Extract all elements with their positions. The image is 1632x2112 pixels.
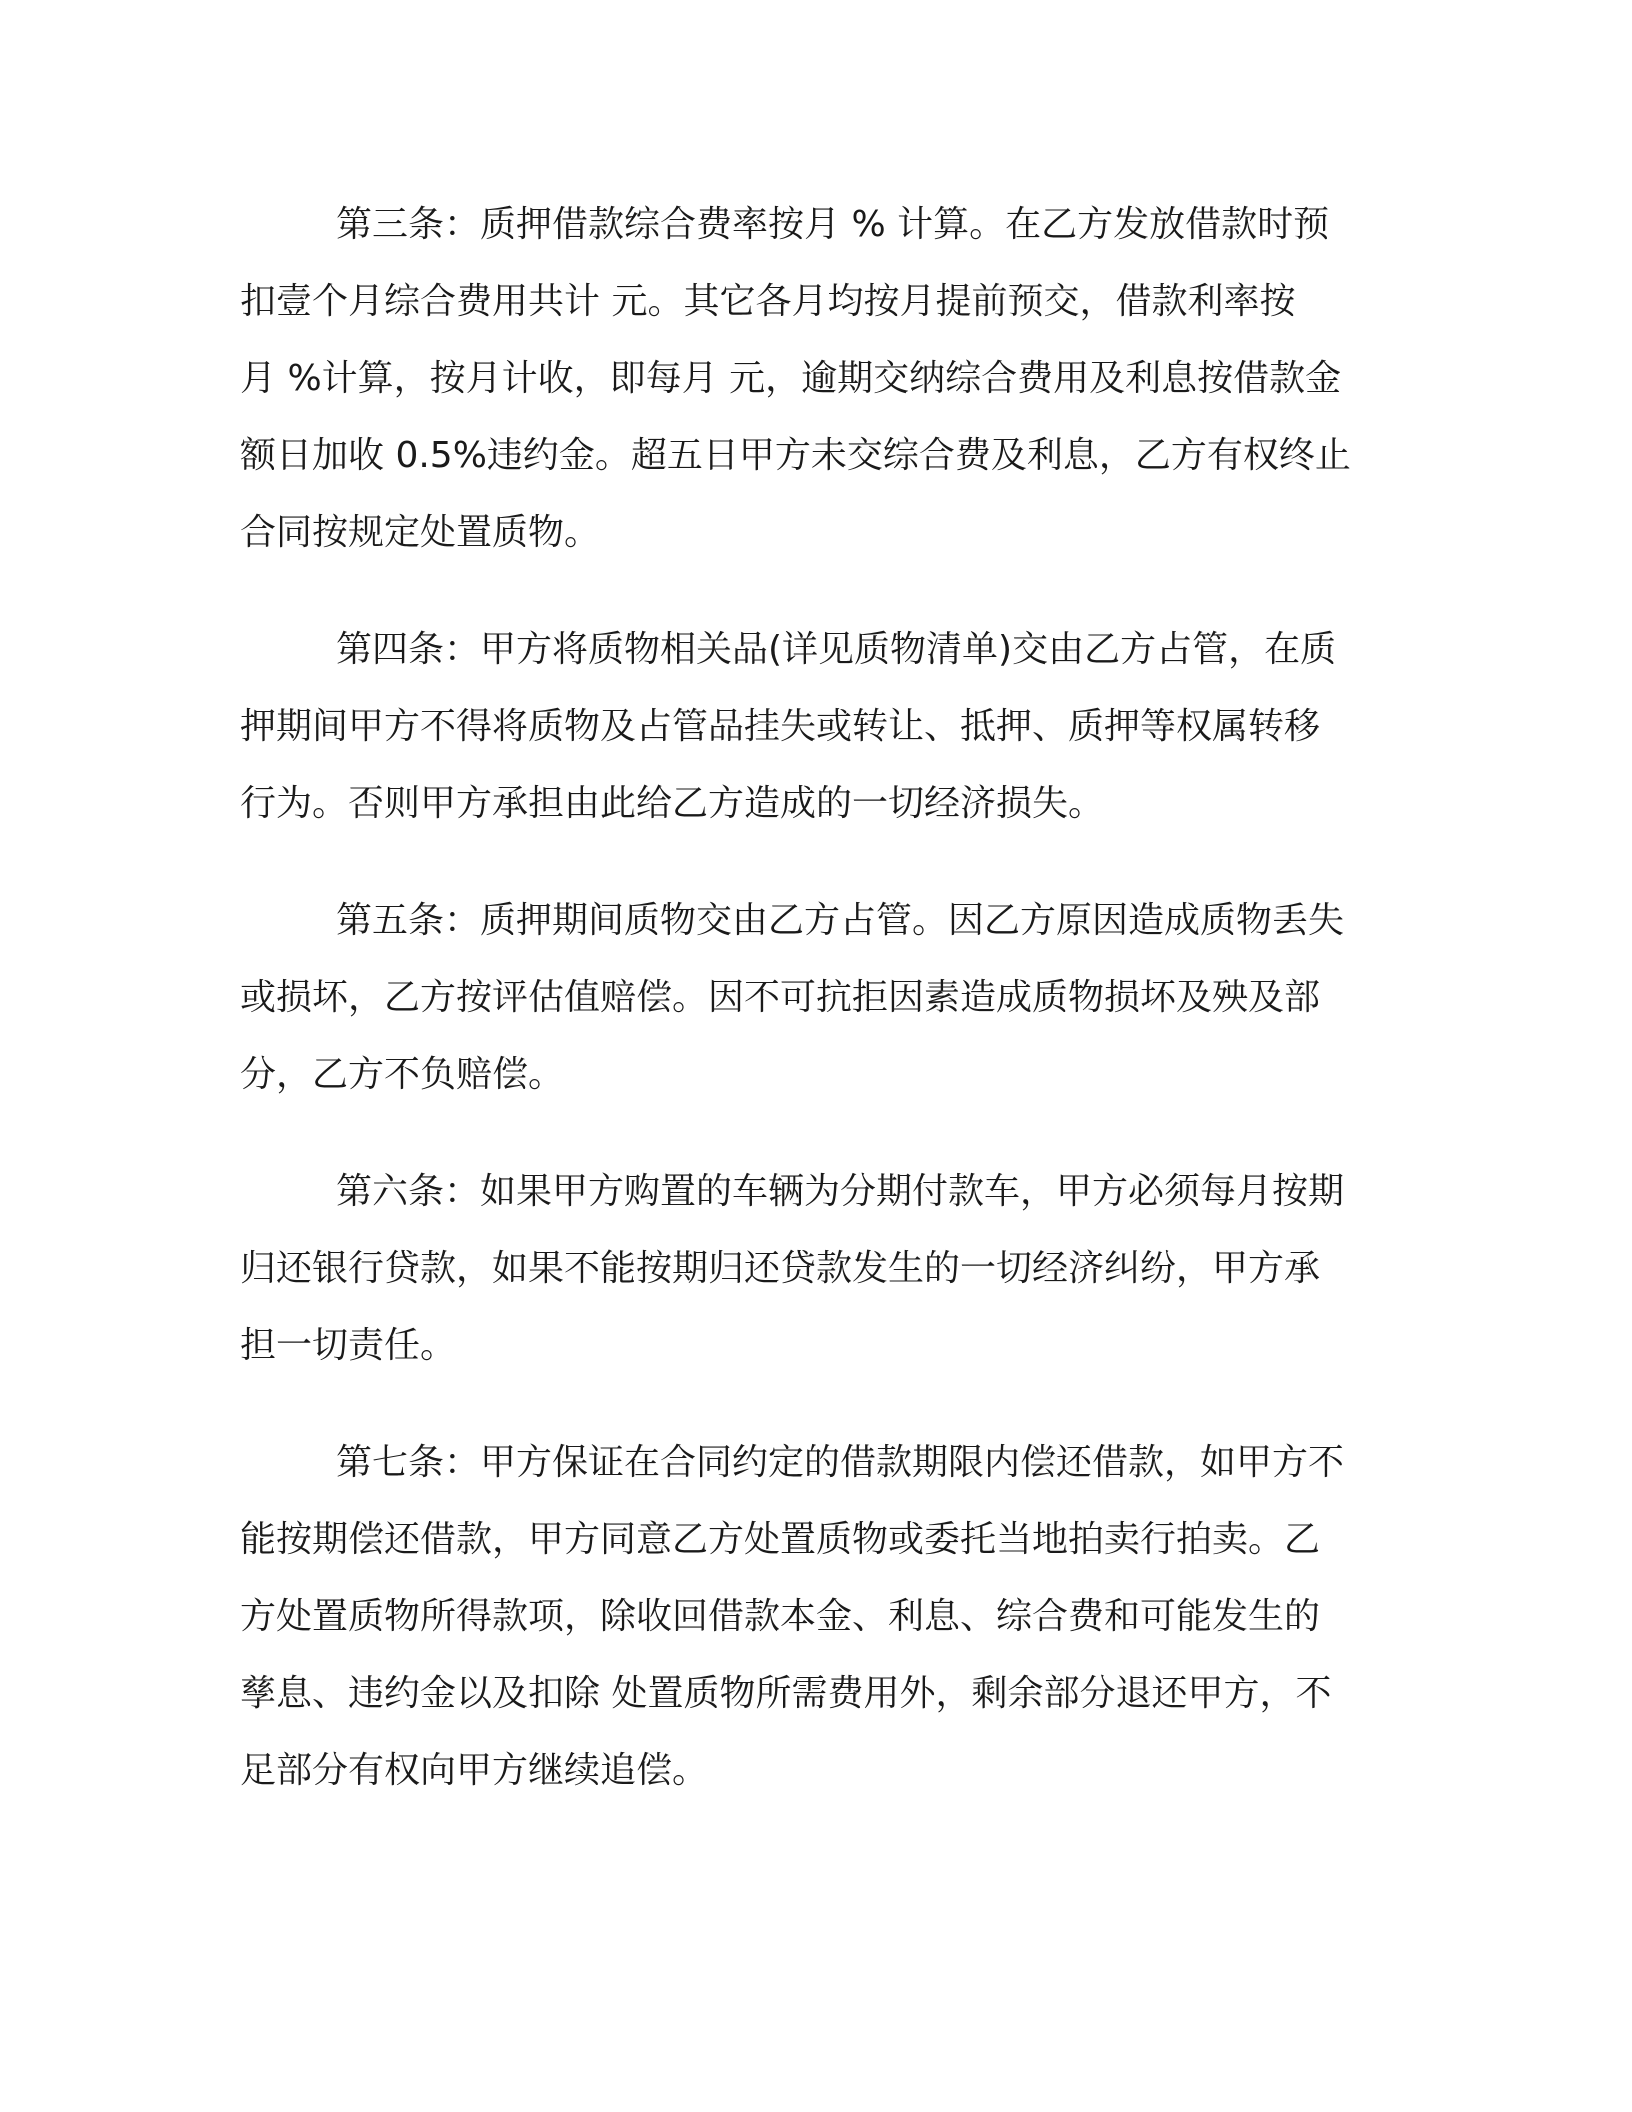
clause-line: 第六条：如果甲方购置的车辆为分期付款车，甲方必须每月按期 bbox=[336, 1171, 1345, 1212]
clause-line: 合同按规定处置质物。 bbox=[240, 512, 601, 553]
clause-line: 孳息、违约金以及扣除 处置质物所需费用外，剩余部分退还甲方，不 bbox=[240, 1673, 1332, 1714]
clause-line: 扣壹个月综合费用共计 元。其它各月均按月提前预交，借款利率按 bbox=[240, 281, 1296, 322]
clause-5 bbox=[240, 882, 1390, 1113]
clause-7 bbox=[240, 1424, 1390, 1809]
clause-4 bbox=[240, 611, 1390, 842]
clause-6 bbox=[240, 1153, 1390, 1384]
clause-line: 第三条：质押借款综合费率按月 % 计算。在乙方发放借款时预 bbox=[336, 204, 1330, 245]
clause-line: 方处置质物所得款项，除收回借款本金、利息、综合费和可能发生的 bbox=[240, 1596, 1321, 1637]
clause-line: 押期间甲方不得将质物及占管品挂失或转让、抵押、质押等权属转移 bbox=[240, 706, 1321, 747]
clause-line: 分，乙方不负赔偿。 bbox=[240, 1054, 565, 1095]
clause-line: 第五条：质押期间质物交由乙方占管。因乙方原因造成质物丢失 bbox=[336, 900, 1345, 941]
clause-line: 归还银行贷款，如果不能按期归还贷款发生的一切经济纠纷，甲方承 bbox=[240, 1248, 1321, 1289]
contract-body bbox=[240, 186, 1390, 1849]
clause-line: 担一切责任。 bbox=[240, 1325, 457, 1366]
clause-line: 第七条：甲方保证在合同约定的借款期限内偿还借款，如甲方不 bbox=[336, 1442, 1345, 1483]
clause-line: 第四条：甲方将质物相关品(详见质物清单)交由乙方占管，在质 bbox=[336, 629, 1337, 670]
clause-line: 月 %计算，按月计收，即每月 元，逾期交纳综合费用及利息按借款金 bbox=[240, 358, 1342, 399]
clause-line: 能按期偿还借款，甲方同意乙方处置质物或委托当地拍卖行拍卖。乙 bbox=[240, 1519, 1321, 1560]
clause-line: 额日加收 0.5%违约金。超五日甲方未交综合费及利息，乙方有权终止 bbox=[240, 435, 1351, 476]
clause-3 bbox=[240, 186, 1390, 571]
clause-line: 足部分有权向甲方继续追偿。 bbox=[240, 1750, 709, 1791]
clause-line: 行为。否则甲方承担由此给乙方造成的一切经济损失。 bbox=[240, 783, 1105, 824]
clause-line: 或损坏，乙方按评估值赔偿。因不可抗拒因素造成质物损坏及殃及部 bbox=[240, 977, 1321, 1018]
